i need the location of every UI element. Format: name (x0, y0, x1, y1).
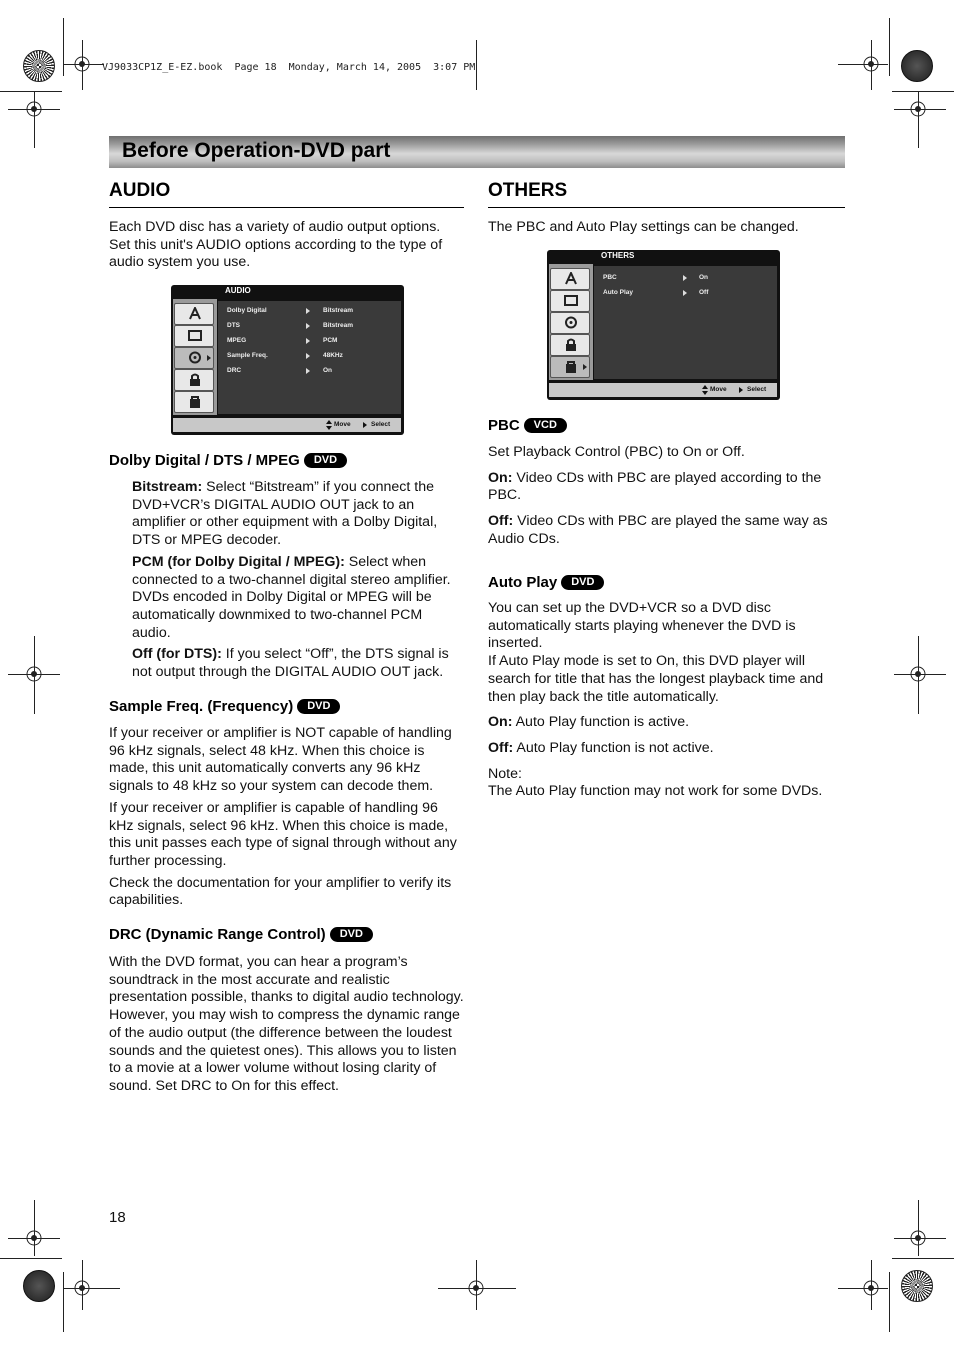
crosshair-icon (62, 44, 102, 84)
audio-heading-rule (109, 207, 464, 208)
sample-freq-p1: If your receiver or amplifier is NOT capable of handling 96 kHz signals, select 48 kHz. When this choice is made, this unit automatically converts any 96 kHz signals to 48 kHz so your system can decode them. (109, 725, 452, 795)
crosshair-icon (898, 89, 938, 129)
off-dts-text: If you select “Off”, the DTS signal is not output through the DIGITAL AUDIO OUT jack. (132, 646, 449, 681)
off-dts-paragraph (132, 646, 460, 681)
menu-row-label: Dolby Digital (227, 307, 267, 314)
selected-tab-arrow-icon (207, 355, 211, 361)
registration-dot-icon (23, 1270, 55, 1302)
crosshair-icon (851, 44, 891, 84)
lock-tab-icon (550, 334, 590, 356)
autoplay-on-label: On: (488, 714, 513, 731)
pbc-off-text: Video CDs with PBC are played the same way as Audio CDs. (488, 513, 828, 547)
sample-freq-title-text: Sample Freq. (Frequency) (109, 698, 294, 715)
pbc-title (488, 417, 567, 434)
menu-row-value: On (323, 367, 333, 374)
menu-row-value: Off (699, 289, 709, 296)
autoplay-p1: You can set up the DVD+VCR so a DVD disc automatically starts playing whenever the DVD is inserted. (488, 600, 796, 652)
drc-title-text: DRC (Dynamic Range Control) (109, 926, 326, 943)
menu-row-value: On (699, 274, 709, 281)
menu-select-hint: Select (747, 386, 767, 393)
display-tab-icon (550, 290, 590, 312)
crosshair-icon (851, 1268, 891, 1308)
menu-row-label: PBC (603, 274, 617, 281)
audio-intro: Each DVD disc has a variety of audio output options. Set this unit's AUDIO options according to the type of audio system you use. (109, 219, 443, 271)
menu-row-arrow-icon (683, 275, 687, 281)
select-arrow-icon (739, 387, 743, 393)
pbc-desc: Set Playback Control (PBC) to On or Off. (488, 444, 745, 460)
note-text: The Auto Play function may not work for some DVDs. (488, 783, 823, 800)
page-number: 18 (109, 1209, 126, 1226)
others-menu-screen (547, 250, 780, 400)
autoplay-off-label: Off: (488, 739, 514, 756)
dolby-title (109, 452, 347, 469)
pbc-on-label: On: (488, 469, 513, 486)
bitstream-paragraph (132, 479, 460, 550)
bitstream-text: Select “Bitstream” if you connect the DVD+VCR’s DIGITAL AUDIO OUT jack to an amplifier or other equipment with a Dolby Digital, DTS or MPEG decoder. (132, 479, 438, 549)
up-down-icon (702, 385, 708, 395)
menu-row-label: Sample Freq. (227, 352, 268, 359)
dolby-body (132, 479, 460, 682)
pcm-text: Select when connected to a two-channel digital stereo amplifier. DVDs encoded in Dolby Digital or MPEG will be automatically downmixed to two-channel PCM audio. (132, 553, 451, 641)
menu-select-hint: Select (371, 421, 391, 428)
menu-row-label: DTS (227, 322, 240, 329)
pbc-on-paragraph (488, 470, 845, 505)
crosshair-icon (898, 654, 938, 694)
display-tab-icon (174, 325, 214, 347)
select-arrow-icon (363, 422, 367, 428)
pcm-paragraph (132, 554, 460, 643)
menu-row-label: Auto Play (603, 289, 633, 296)
crosshair-icon (898, 1218, 938, 1258)
dvd-badge: DVD (561, 575, 604, 590)
autoplay-off-paragraph (488, 740, 845, 758)
menu-row-arrow-icon (306, 323, 310, 329)
others-heading-rule (488, 207, 845, 208)
autoplay-on-paragraph (488, 714, 845, 732)
drc-body (109, 954, 465, 1096)
lock-tab-icon (174, 369, 214, 391)
crosshair-icon (62, 1268, 102, 1308)
menu-row-value: Bitstream (323, 307, 353, 314)
dvd-badge: DVD (304, 453, 347, 468)
menu-row-arrow-icon (306, 308, 310, 314)
dvd-badge: DVD (297, 699, 340, 714)
language-tab-icon (174, 303, 214, 325)
autoplay-body (488, 600, 845, 801)
menu-row-arrow-icon (306, 353, 310, 359)
menu-row-label: DRC (227, 367, 242, 374)
autoplay-title-text: Auto Play (488, 574, 558, 591)
sample-freq-body (109, 725, 465, 910)
vcd-badge: VCD (524, 418, 567, 433)
drc-title (109, 926, 373, 943)
menu-row-arrow-icon (306, 338, 310, 344)
menu-header: AUDIO (225, 286, 251, 295)
bitstream-label: Bitstream: (132, 479, 203, 495)
menu-row-label: MPEG (227, 337, 247, 344)
others-intro: The PBC and Auto Play settings can be changed. (488, 219, 799, 235)
pbc-on-text: Video CDs with PBC are played according to the PBC. (488, 469, 822, 504)
others-heading: OTHERS (488, 180, 568, 201)
pcm-label: PCM (for Dolby Digital / MPEG): (132, 553, 345, 570)
page-title: Before Operation-DVD part (122, 139, 391, 162)
up-down-icon (326, 420, 332, 430)
crosshair-icon (456, 1268, 496, 1308)
pbc-title-text: PBC (488, 417, 520, 434)
crosshair-icon (14, 654, 54, 694)
menu-row-value: Bitstream (323, 322, 353, 329)
crosshair-icon (14, 1218, 54, 1258)
menu-row-arrow-icon (683, 290, 687, 296)
selected-tab-arrow-icon (583, 364, 587, 370)
menu-move-hint: Move (334, 421, 351, 428)
language-tab-icon (550, 268, 590, 290)
file-header: VJ9033CP1Z_E-EZ.book Page 18 Monday, March 14, 2005 3:07 PM (102, 62, 476, 73)
dolby-title-text: Dolby Digital / DTS / MPEG (109, 452, 300, 469)
autoplay-p2: If Auto Play mode is set to On, this DVD player will search for title that has the longest playback time and then play back the title automatically. (488, 653, 824, 705)
pbc-off-paragraph (488, 513, 845, 548)
menu-move-hint: Move (710, 386, 727, 393)
autoplay-on-text: Auto Play function is active. (512, 714, 690, 731)
menu-header: OTHERS (601, 251, 635, 260)
menu-panel (594, 266, 777, 379)
crosshair-icon (14, 89, 54, 129)
menu-row-value: PCM (323, 337, 338, 344)
dvd-badge: DVD (330, 927, 373, 942)
sample-freq-p2: If your receiver or amplifier is capable of handling 96 kHz signals, select 96 kHz. When this choice is made, this unit passes each type of signal through without any further processing. (109, 799, 457, 869)
autoplay-off-text: Auto Play function is not active. (513, 739, 714, 756)
registration-sunburst-icon (901, 1270, 933, 1302)
menu-row-arrow-icon (306, 368, 310, 374)
menu-row-value: 48KHz (323, 352, 343, 359)
pbc-off-label: Off: (488, 513, 514, 530)
registration-sunburst-icon (23, 50, 55, 82)
autoplay-title (488, 574, 604, 591)
note-label: Note: (488, 765, 522, 782)
drc-p1: With the DVD format, you can hear a program’s soundtrack in the most accurate and realistic presentation possible, thanks to digital audio technology. However, you may wish to compress the dynamic range of the audio output (the difference between the loudest sounds and the quietest ones). This allows you to listen to a movie at a lower volume without losing clarity of sound. Set DRC to On for this effect. (109, 954, 464, 1094)
sample-freq-title (109, 698, 340, 715)
pbc-body (488, 444, 845, 549)
others-tab-icon (174, 391, 214, 413)
audio-heading: AUDIO (109, 180, 171, 201)
off-dts-label: Off (for DTS): (132, 646, 222, 663)
audio-menu-screen (171, 285, 404, 435)
registration-dot-icon (901, 50, 933, 82)
sample-freq-p3: Check the documentation for your amplifier to verify its capabilities. (109, 874, 452, 909)
audio-tab-icon (550, 312, 590, 334)
